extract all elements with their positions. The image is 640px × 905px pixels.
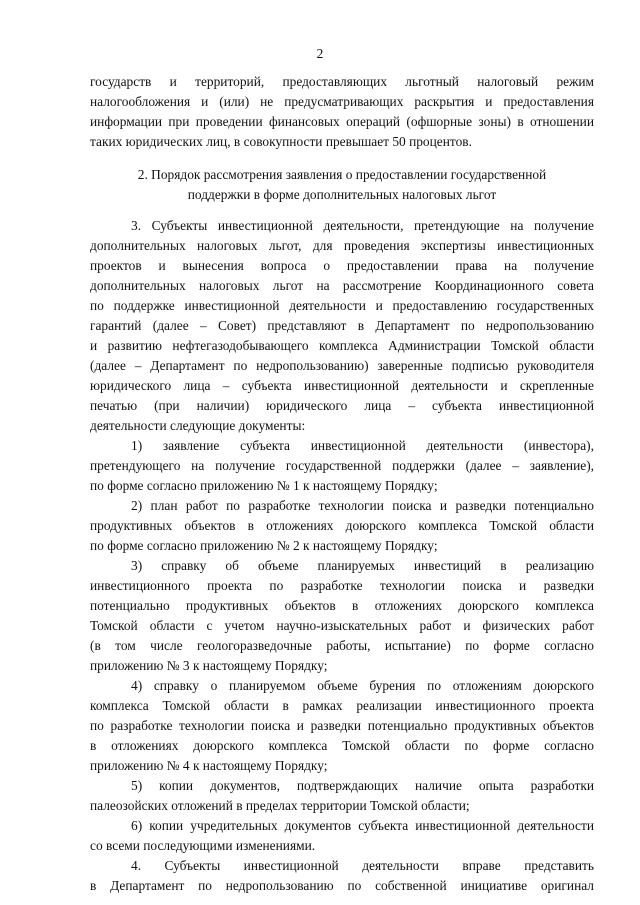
section-heading-line: поддержки в форме дополнительных налоговых льгот: [187, 187, 497, 202]
list-item-line: Томской области с учетом научно-изыскательных работ и физических работ: [90, 618, 594, 633]
list-item-line: по форме согласно приложению № 1 к настоящему Порядку;: [90, 478, 438, 493]
list-item-line: палеозойских отложений в пределах территории Томской области;: [90, 798, 470, 813]
list-item-line: продуктивных объектов в отложениях доюрского комплекса Томской области: [90, 518, 594, 533]
paragraph-line: печатью (при наличии) юридического лица – субъекта инвестиционной: [90, 398, 594, 413]
list-item-line: комплекса Томской области в рамках реализации инвестиционного проекта: [90, 698, 594, 713]
section-heading-line: 2. Порядок рассмотрения заявления о предоставлении государственной: [137, 167, 547, 182]
list-item-line: 6) копии учредительных документов субъекта инвестиционной деятельности: [131, 818, 594, 833]
paragraph-line: налогообложения и (или) не предусматривающих раскрытия и предоставления: [90, 94, 594, 109]
list-item-line: 3) справку об объеме планируемых инвестиций в реализацию: [131, 558, 594, 573]
list-item-line: (в том числе геологоразведочные работы, испытание) по форме согласно: [90, 638, 594, 653]
paragraph-line: и развитию нефтегазодобывающего комплекса Администрации Томской области: [90, 338, 594, 353]
list-item-line: 2) план работ по разработке технологии поиска и разведки потенциально: [131, 498, 594, 513]
list-item-line: по разработке технологии поиска и разведки потенциально продуктивных объектов: [90, 718, 594, 733]
paragraph-line: дополнительных налоговых льгот на рассмотрение Координационного совета: [90, 278, 594, 293]
list-item-line: приложению № 3 к настоящему Порядку;: [90, 658, 328, 673]
list-item-line: потенциально продуктивных объектов в отложениях доюрского комплекса: [90, 598, 594, 613]
list-item-line: со всеми последующими изменениями.: [90, 838, 316, 853]
list-item-line: по форме согласно приложению № 2 к настоящему Порядку;: [90, 538, 438, 553]
list-item-line: претендующего на получение государственной поддержки (далее – заявление),: [90, 458, 594, 473]
paragraph-line: деятельности следующие документы:: [90, 418, 306, 433]
paragraph-line: 3. Субъекты инвестиционной деятельности, претендующие на получение: [131, 218, 594, 233]
paragraph-line: государств и территорий, предоставляющих льготный налоговый режим: [90, 74, 594, 89]
paragraph-line: дополнительных налоговых льгот, для проведения экспертизы инвестиционных: [90, 238, 594, 253]
paragraph-line: гарантий (далее – Совет) представляют в Департамент по недропользованию: [90, 318, 594, 333]
paragraph-line: в Департамент по недропользованию по собственной инициативе оригинал: [90, 878, 594, 893]
list-item-line: инвестиционного проекта по разработке технологии поиска и разведки: [90, 578, 594, 593]
list-item-line: 4) справку о планируемом объеме бурения по отложениям доюрского: [131, 678, 594, 693]
paragraph-line: по поддержке инвестиционной деятельности и предоставлению государственных: [90, 298, 594, 313]
paragraph-line: 4. Субъекты инвестиционной деятельности вправе представить: [131, 858, 594, 873]
list-item-line: 5) копии документов, подтверждающих наличие опыта разработки: [131, 778, 594, 793]
list-item-line: в отложениях доюрского комплекса Томской области по форме согласно: [90, 738, 594, 753]
paragraph-line: (далее – Департамент по недропользованию) заверенные подписью руководителя: [90, 358, 594, 373]
paragraph-line: таких юридических лиц, в совокупности превышает 50 процентов.: [90, 134, 472, 149]
list-item-line: 1) заявление субъекта инвестиционной деятельности (инвестора),: [131, 438, 594, 453]
list-item-line: приложению № 4 к настоящему Порядку;: [90, 758, 328, 773]
paragraph-line: информации при проведении финансовых операций (офшорные зоны) в отношении: [90, 114, 594, 129]
page-number: 2: [316, 46, 324, 61]
paragraph-line: юридического лица – субъекта инвестиционной деятельности и скрепленные: [90, 378, 594, 393]
paragraph-line: проектов и вынесения вопроса о предоставлении права на получение: [90, 258, 594, 273]
